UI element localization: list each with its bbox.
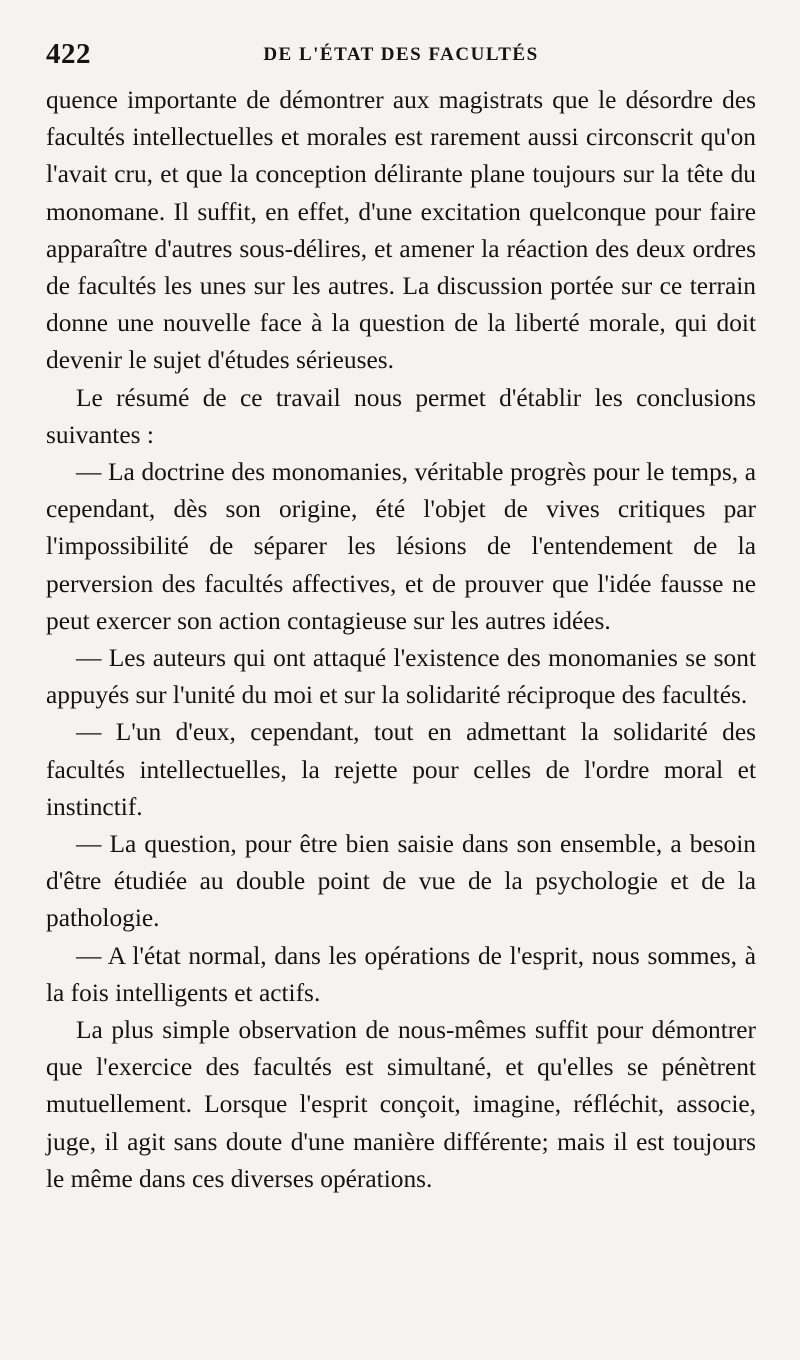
paragraph: Le résumé de ce travail nous permet d'établir les conclusions suivantes :	[46, 383, 756, 449]
body-text	[46, 82, 756, 1198]
page-number: 422	[46, 38, 91, 70]
paragraph: — L'un d'eux, cependant, tout en admettant la solidarité des facultés intellectuelles, la rejette pour celles de l'ordre moral et instinctif.	[46, 718, 756, 821]
paragraph: — A l'état normal, dans les opérations de l'esprit, nous sommes, à la fois intelligents et actifs.	[46, 941, 756, 1007]
running-head: DE L'ÉTAT DES FACULTÉS	[263, 44, 539, 65]
paragraph: — Les auteurs qui ont attaqué l'existence des monomanies se sont appuyés sur l'unité du moi et sur la solidarité réciproque des facultés.	[46, 644, 756, 710]
page-header	[46, 38, 756, 82]
paragraph: — La question, pour être bien saisie dans son ensemble, a besoin d'être étudiée au double point de vue de la psychologie et de la pathologie.	[46, 830, 756, 933]
paragraph: — La doctrine des monomanies, véritable progrès pour le temps, a cependant, dès son origine, été l'objet de vives critiques par l'impossibilité de séparer les lésions de l'entendement de la perversion des facultés affectives, et de prouver que l'idée fausse ne peut exercer son action contagieuse sur les autres idées.	[46, 458, 756, 635]
paragraph: La plus simple observation de nous-mêmes suffit pour démontrer que l'exercice des facultés est simultané, et qu'elles se pénètrent mutuellement. Lorsque l'esprit conçoit, imagine, réfléchit, associe, juge, il agit sans doute d'une manière différente; mais il est toujours le même dans ces diverses opérations.	[46, 1016, 756, 1193]
paragraph: quence importante de démontrer aux magistrats que le désordre des facultés intellectuelles et morales est rarement aussi circonscrit qu'on l'avait cru, et que la conception délirante plane toujours sur la tête du monomane. Il suffit, en effet, d'une excitation quelconque pour faire apparaître d'autres sous-délires, et amener la réaction des deux ordres de facultés les unes sur les autres. La discussion portée sur ce terrain donne une nouvelle face à la question de la liberté morale, qui doit devenir le sujet d'études sérieuses.	[46, 86, 756, 375]
